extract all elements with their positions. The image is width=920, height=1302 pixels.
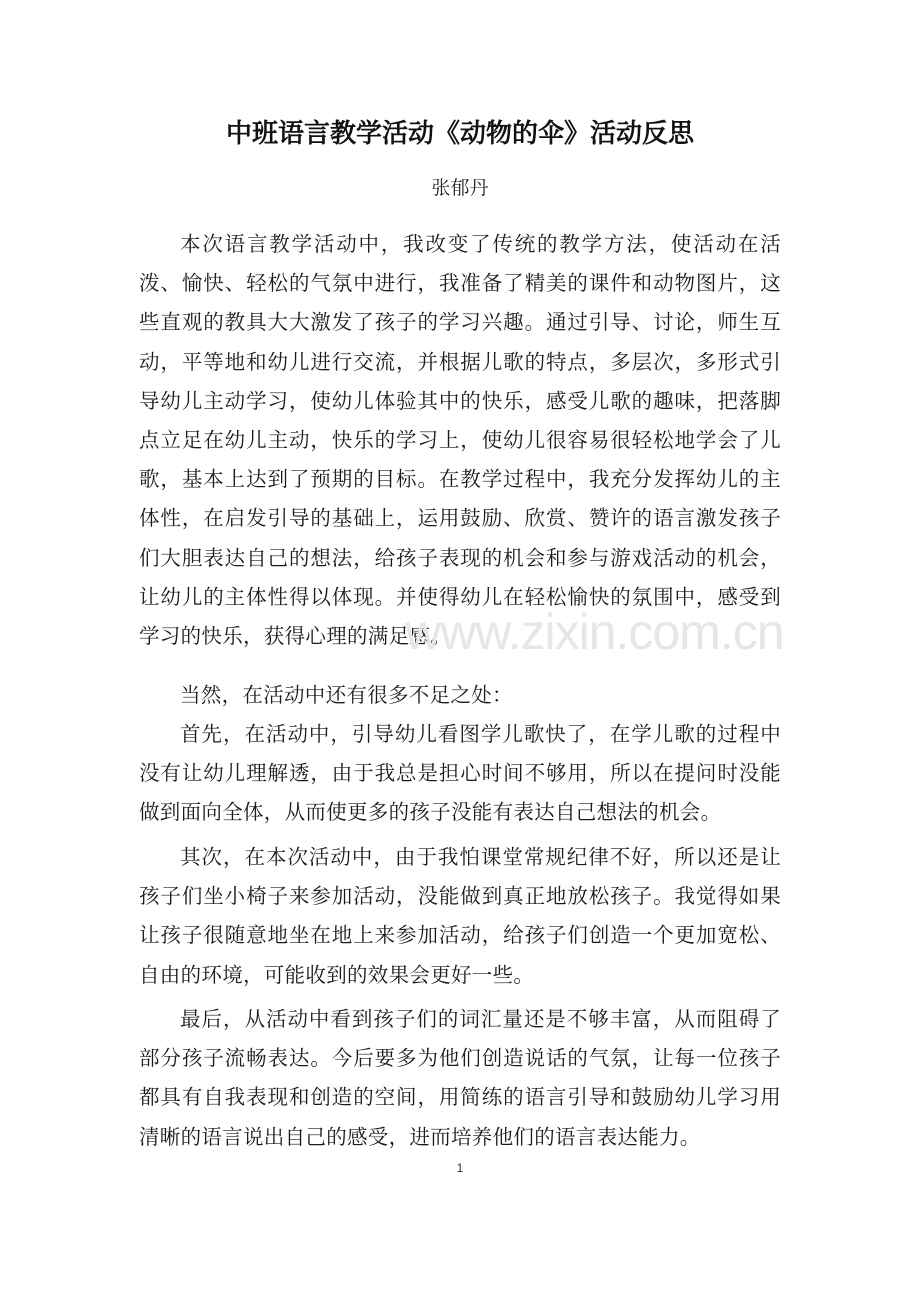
page-number: 1 [456, 1161, 464, 1175]
paragraph-intro: 本次语言教学活动中，我改变了传统的教学方法，使活动在活泼、愉快、轻松的气氛中进行，我准备了精美的课件和动物图片，这些直观的教具大大激发了孩子的学习兴趣。通过引导、讨论，师生互动，平等地和幼儿进行交流，并根据儿歌的特点，多层次，多形式引导幼儿主动学习，使幼儿体验其中的快乐，感受儿歌的趣味，把落脚点立足在幼儿主动，快乐的学习上，使幼儿很容易很轻松地学会了儿歌，基本上达到了预期的目标。在教学过程中，我充分发挥幼儿的主体性，在启发引导的基础上，运用鼓励、欣赏、赞许的语言激发孩子们大胆表达自己的想法，给孩子表现的机会和参与游戏活动的机会，让幼儿的主体性得以体现。并使得幼儿在轻松愉快的氛围中，感受到学习的快乐，获得心理的满足感。 [139, 232, 781, 649]
paragraph-third-point: 最后，从活动中看到孩子们的词汇量还是不够丰富，从而阻碍了部分孩子流畅表达。今后要多为他们创造说话的气氛，让每一位孩子都具有自我表现和创造的空间，用简练的语言引导和鼓励幼儿学习用清晰的语言说出自己的感受，进而培养他们的语言表达能力。 [139, 1007, 781, 1149]
paragraph-shortcomings-intro: 当然，在活动中还有很多不足之处： [180, 683, 513, 707]
paragraph-second-point: 其次，在本次活动中，由于我怕课堂常规纪律不好，所以还是让孩子们坐小椅子来参加活动，没能做到真正地放松孩子。我觉得如果让孩子很随意地坐在地上来参加活动，给孩子们创造一个更加宽松、自由的环境，可能收到的效果会更好一些。 [139, 845, 781, 987]
author-name: 张郁丹 [431, 177, 489, 199]
watermark-text: www.zixin.com.cn [405, 604, 784, 660]
paragraph-first-point: 首先，在活动中，引导幼儿看图学儿歌快了，在学儿歌的过程中没有让幼儿理解透，由于我总是担心时间不够用，所以在提问时没能做到面向全体，从而使更多的孩子没能有表达自己想法的机会。 [139, 722, 781, 825]
document-title: 中班语言教学活动《动物的伞》活动反思 [225, 119, 694, 149]
